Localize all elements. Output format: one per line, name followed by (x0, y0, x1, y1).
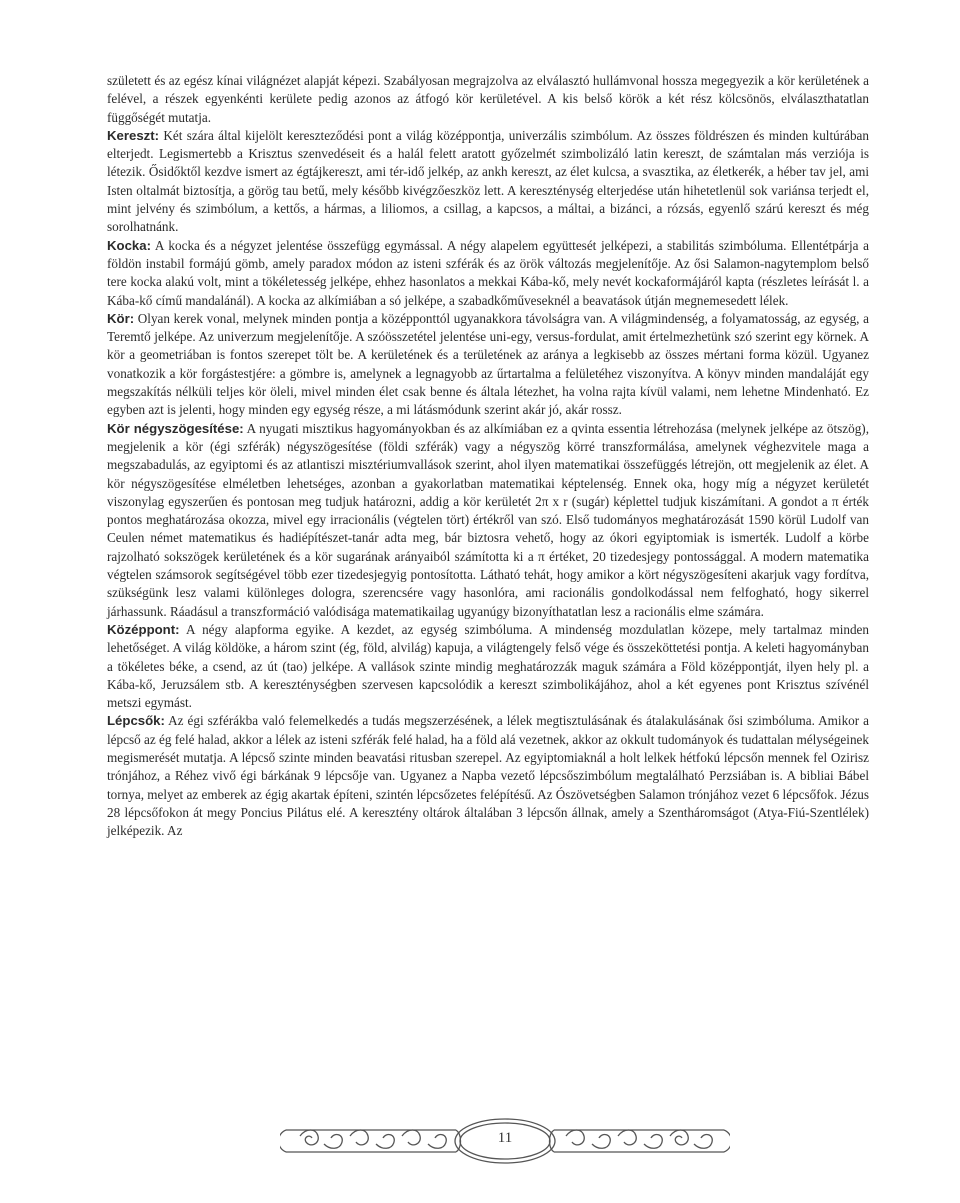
paragraph-kor (107, 310, 869, 420)
paragraph-text: A nyugati misztikus hagyományokban és az alkímiában ez a qvinta essentia létrehozása (melynek jelképe az ötszög), megjelenik a kör (égi szférák) négyszögesítése (földi szférák) vagy a négyszög körré transzformálása, amelynek véghezvitele maga a megszabadulás, az egyiptomi és az atlantiszi misztériumvallások szerint, ahol ilyen matematikai összefüggés létrejön, ott megjelenik az élet. A kör négyszögesítése elméletben lehetséges, azonban a gyakorlatban matematikai képtelenség. Ennek oka, hogy míg a négyzet kerületét viszonylag egyszerűen és pontosan meg tudjuk határozni, addig a kör kerületét 2π x r (sugár) képlettel tudjuk kiszámítani. A gondot a π érték pontos meghatározása okozza, mivel egy irracionális (végtelen tört) értékről van szó. Első tudományos meghatározását 1590 körül Ludolf van Ceulen német matematikus és hadiépítészet-tanár adta meg, bár biztosra vehető, hogy az ókori egyiptomiak is ismerték. Ludolf a körbe rajzolható sokszögek kerületének és a kör sugarának arányaiból számította ki a π értéket, 20 tizedesjegy pontossággal. A modern matematika végtelen számsorok segítségével több ezer tizedesjegyig pontosította. Látható tehát, hogy amikor a kört négyszögesíteni akarjuk vagy fordítva, szükségünk lesz valami különleges dologra, szerencsére vagy hasonlóra, ami racionális gondolkodással nem felfogható, hogy sikerrel járhassunk. Ráadásul a transzformáció valódisága matematikailag ugyanúgy bizonyíthatatlan lesz a racionális elme számára. (107, 420, 869, 619)
paragraph-text: A négy alapforma egyike. A kezdet, az egység szimbóluma. A mindenség mozdulatlan közepe, mely tartalmaz minden lehetőséget. A világ köldöke, a három szint (ég, föld, alvilág) kapuja, a világtengely felső vége és összeköttetési pontja. A keleti hagyományban a tökéletes béke, a csend, az út (tao) jelképe. A vallások szinte mindig meghatározzák maguk számára a Föld középpontját, ilyen hely pl. a Kába-kő, Jeruzsálem stb. A kereszténységben szervesen kapcsolódik a kereszt szimbolikájához, ahol a két egyenes pont Krisztus szívénél metszi egymást. (107, 621, 869, 711)
paragraph-lepcsok (107, 712, 869, 840)
paragraph-kor-negyszogesitese (107, 420, 869, 621)
entry-term: Lépcsők: (107, 713, 165, 729)
entry-term: Kör négyszögesítése: (107, 420, 244, 436)
paragraph-kereszt (107, 127, 869, 237)
paragraph-kozeppont (107, 621, 869, 712)
page-number: 11 (497, 1130, 513, 1146)
paragraph-kocka (107, 237, 869, 310)
paragraph-text: született és az egész kínai világnézet alapját képezi. Szabályosan megrajzolva az elválasztó hullámvonal hossza megegyezik a kör kerületének a felével, a részek egyenkénti kerülete pedig azonos az átfogó kör kerületével. A kis belső körök a két rész kölcsönös, elválaszthatatlan függőségét mutatja. (107, 73, 869, 125)
paragraph-text: A kocka és a négyzet jelentése összefügg egymással. A négy alapelem együttesét jelképezi, a stabilitás szimbóluma. Ellentétpárja a földön instabil formájú gömb, amely paradox módon az isteni szférák és az örök változás megjelenítője. Az ősi Salamon-nagytemplom belső tere kocka alakú volt, mint a tökéletesség jelképe, ehhez hasonlatos a mekkai Kába-kő, mely nevét kockaformájáról kapta (részletes leírását l. a Kába-kő című mandalánál). A kocka az alkímiában a só jelképe, a szabadkőműveseknél a beavatások útján megnemesedett lélek. (107, 237, 869, 308)
paragraph-text: Az égi szférákba való felemelkedés a tudás megszerzésének, a lélek megtisztulásának és átalakulásának ősi szimbóluma. Amikor a lépcső az ég felé halad, akkor a lélek az isteni szférák felé halad, ha a föld alá vezetnek, akkor az okkult tudományok és tudattalan mélységeinek megismerését mutatja. A lépcső szinte minden beavatási ritusban szerepel. Az egyiptomiaknál a holt lelkek hétfokú lépcsőn mennek fel Ozirisz trónjához, a Réhez vivő égi bárkának 9 lépcsője van. Ugyanez a Napba vezető lépcsőszimbólum megtalálható Perzsiában is. A bibliai Bábel tornya, melyet az emberek az égig akartak építeni, szintén lépcsőzetes felépítésű. Az Ószövetségben Salamon trónjához vezet 6 lépcsőfok. Jézus 28 lépcsőfokon át megy Poncius Pilátus elé. A keresztény oltárok általában 3 lépcsőn állnak, amely a Szentháromságot (Atya-Fiú-Szentlélek) jelképezik. Az (107, 713, 869, 839)
entry-term: Kocka: (107, 237, 151, 253)
body-text (107, 72, 869, 840)
paragraph-text: Két szára által kijelölt kereszteződési pont a világ középpontja, univerzális szimbólum. Az összes földrészen és minden kultúrában elterjedt. Legismertebb a Krisztus szenvedéseit és a halál felett aratott győzelmét szimbolizáló latin kereszt, de számtalan más verziója is létezik. Ősidőktől kezdve ismert az égtájkereszt, ami tér-idő jelkép, az ankh kereszt, az élet kulcsa, a svasztika, az életkerék, a héber tav jel, ami Isten oltalmát biztosítja, a görög tau betű, mely később kivégzőeszköz lett. A kereszténység elterjedése után hihetetlenül sok variánsa terjedt el, mint jelvény és szimbólum, a kettős, a hármas, a liliomos, a csillag, a kapcsos, a máltai, a bizánci, a rózsás, egyenlő szárú kereszt és még sorolhatnánk. (107, 127, 869, 235)
entry-term: Kereszt: (107, 127, 160, 143)
entry-term: Kör: (107, 310, 135, 326)
paragraph-text: Olyan kerek vonal, melynek minden pontja a középponttól ugyanakkora távolságra van. A világmindenség, a folyamatosság, az egység, a Teremtő jelképe. Az univerzum megjelenítője. A szóösszetétel jelentése uni-egy, versus-fordulat, amit értelmezhetünk szó szerint egy körnek. A kör a geometriában is fontos szerepet tölt be. A kerületének és a területének az aránya a legkisebb az összes mértani forma közül. Ugyanez vonatkozik a kör forgástestjére: a gömbre is, amelynek a legnagyobb az űrtartalma a felületéhez viszonyítva. A könyv minden mandaláját egy megszakítás nélküli teljes kör öleli, mivel minden élet csak benne és általa létezhet, ha volna rajta kívül valami, nem lehetne Mindenható. Ez egyben azt is jelenti, hogy minden egy egység része, a mi látásmódunk szerint akár jó, akár rossz. (107, 310, 869, 418)
page-footer (280, 1114, 730, 1170)
entry-term: Középpont: (107, 621, 180, 637)
paragraph-intro (107, 72, 869, 127)
